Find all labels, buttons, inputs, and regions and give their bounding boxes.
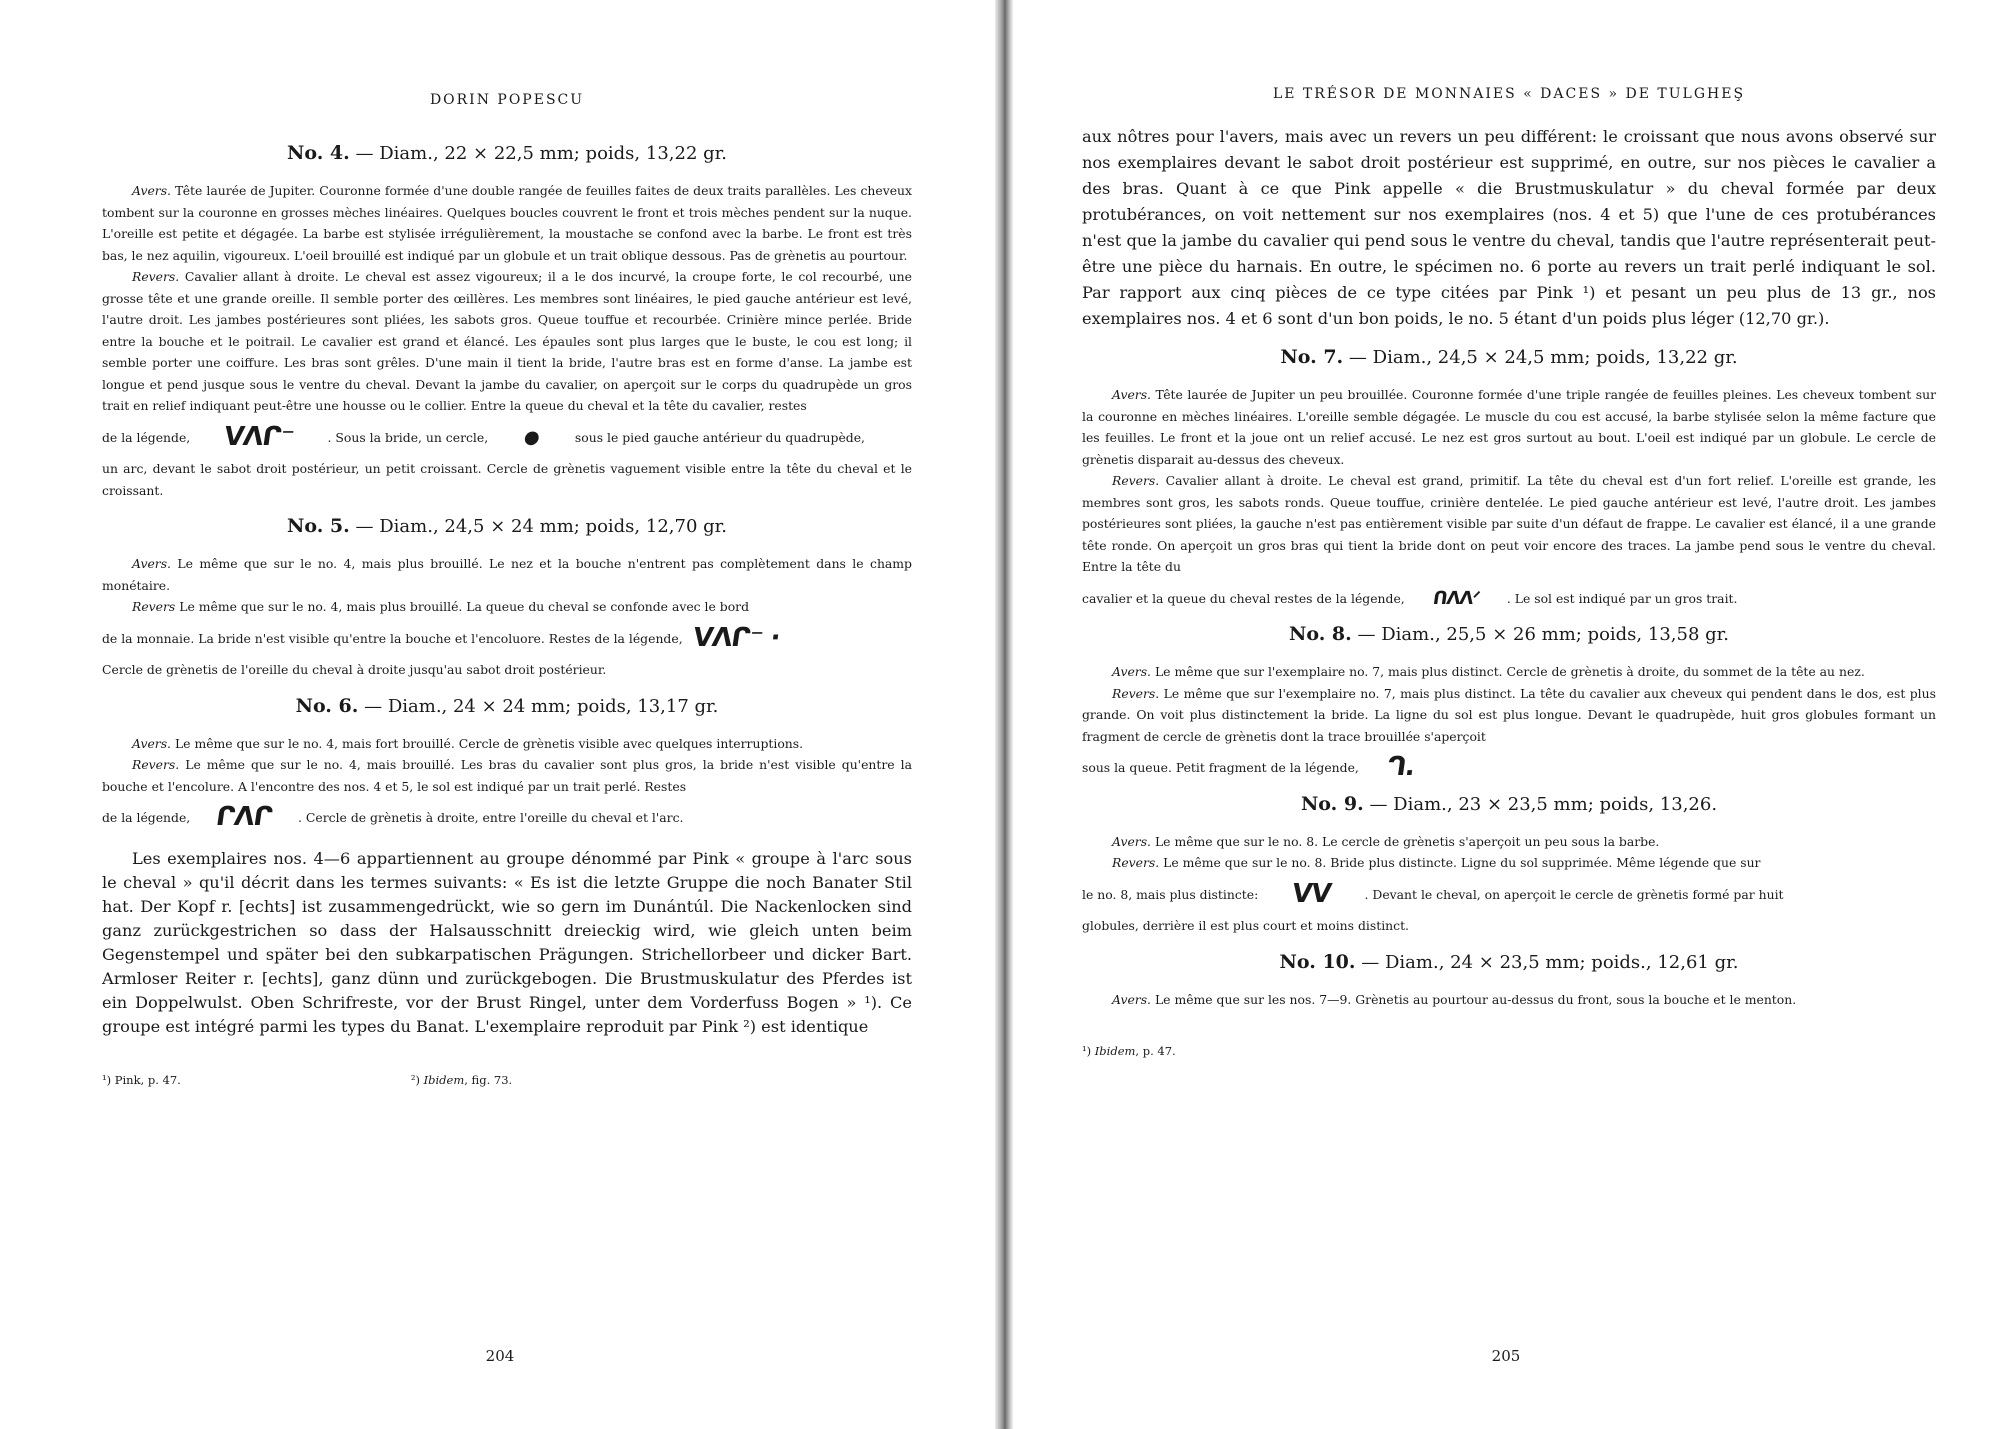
- entry-heading-no8: No. 8. — Diam., 25,5 × 26 mm; poids, 13,58 gr.: [1289, 623, 1729, 645]
- entry-heading-no10: No. 10. — Diam., 24 × 23,5 mm; poids., 12,61 gr.: [1279, 950, 1739, 973]
- no5-after: Cercle de grènetis de l'oreille du cheval à droite jusqu'au sabot droit postérieur.: [102, 662, 607, 677]
- no6-legend-line: de la légende, ᒋᐱᒋ . Cercle de grènetis à droite, entre l'oreille du cheval et l'arc.: [102, 802, 684, 832]
- no8-revers: Revers. Le même que sur l'exemplaire no. 7, mais plus distinct. La tête du cavalier aux cheveux qui pendent dans le dos, est plus grande. On voit plus distinctement la bride. La ligne du sol est plus longue. Devant le quadrupède, huit gros globules formant un fragment de cercle de grènetis dont la trace brouillée s'aperçoit: [1082, 685, 1936, 744]
- circle-glyph: ●: [522, 426, 541, 448]
- no7-legend-line: cavalier et la queue du cheval restes de la légende, ᑎᐱᐱᐟ . Le sol est indiqué par un gros trait.: [1082, 587, 1738, 609]
- legend-glyph: ᒉ.: [1384, 752, 1417, 782]
- no4-after: un arc, devant le sabot droit postérieur, un petit croissant. Cercle de grènetis vaguement visible entre la tête du cheval et le croissant.: [102, 461, 912, 498]
- body-paragraph: Les exemplaires nos. 4—6 appartiennent au groupe dénommé par Pink « groupe à l'arc sous le cheval » qu'il décrit dans les termes suivants: « Es ist die letzte Gruppe die noch Banater Stil hat. Der Kopf r. [echts] ist zusammengedrückt, wie so gern im Dunántúl. Die Nackenlocken sind ganz zurückgestrichen so dass der Halsausschnitt dreieckig wird, wie gleich unten beim Gegenstempel und später bei den subkarpatischen Prägungen. Strichellorbeer und dicker Bart. Armloser Reiter r. [echts], ganz dünn und zurückgebogen. Die Brustmuskulatur des Pferdes ist ein Doppelwulst. Oben Schrifreste, vor der Brust Ringel, unter dem Vorderfuss Bogen » ¹). Ce groupe est intégré parmi les types du Banat. L'exemplaire reproduit par Pink ²) est identique: [102, 848, 912, 1036]
- no5-avers: Avers. Le même que sur le no. 4, mais plus brouillé. Le nez et la bouche n'entrent pas complètement dans le champ monétaire.: [102, 556, 912, 593]
- no9-after: globules, derrière il est plus court et moins distinct.: [1082, 918, 1409, 933]
- entry-heading-no9: No. 9. — Diam., 23 × 23,5 mm; poids, 13,26.: [1300, 792, 1718, 815]
- footnote-2: ²) Ibidem, fig. 73.: [410, 1072, 513, 1087]
- running-header: DORIN POPESCU: [429, 92, 585, 108]
- entry-heading-no6: No. 6. — Diam., 24 × 24 mm; poids, 13,17 gr.: [295, 694, 719, 717]
- no8-avers: Avers. Le même que sur l'exemplaire no. 7, mais plus distinct. Cercle de grènetis à droite, du sommet de la tête au nez.: [1112, 664, 1865, 679]
- footnotes: [102, 1073, 912, 1087]
- no9-avers: Avers. Le même que sur le no. 8. Le cercle de grènetis s'aperçoit un peu sous la barbe.: [1112, 833, 1660, 849]
- body-paragraph: aux nôtres pour l'avers, mais avec un revers un peu différent: le croissant que nous avons observé sur nos exemplaires devant le sabot droit postérieur est supprimé, en outre, sur nos pièces le cavalier a des bras. Quant à ce que Pink appelle « die Brustmuskulatur » du cheval formée par deux protubérances, on voit nettement sur nos exemplaires (nos. 4 et 5) que l'une de ces protubérances n'est que la jambe du cavalier qui pend sous le ventre du cheval, tandis que l'autre représenterait peut-être une pièce du harnais. En outre, le spécimen no. 6 porte au revers un trait perlé indiquant le sol. Par rapport aux cinq pièces de ce type citées par Pink ¹) et pesant un peu plus de 13 gr., nos exemplaires nos. 4 et 6 sont d'un bon poids, le no. 5 étant d'un poids plus léger (12,70 gr.).: [1082, 127, 1936, 328]
- running-header: LE TRÉSOR DE MONNAIES « DACES » DE TULGHEŞ: [1272, 86, 1746, 102]
- no7-avers: Avers. Tête laurée de Jupiter un peu brouillée. Couronne formée d'une triple rangée de feuilles pleines. Les cheveux tombent sur la couronne en mèches linéaires. L'oreille semble dégagée. Le muscle du cou est accusé, la barbe stylisée selon la même facture que les feuilles. Le front et la joue ont un relief accusé. Le nez est gros surtout au bout. L'oeil est indiqué par un globule. Le cercle de grènetis disparait au-dessus des cheveux.: [1082, 387, 1936, 467]
- no5-legend-line: de la monnaie. La bride n'est visible qu'entre la bouche et l'encoluore. Restes de la légende, ᐯᐱᒋ⁻ ·: [102, 622, 782, 653]
- no4-revers: Revers. Cavalier allant à droite. Le cheval est assez vigoureux; il a le dos incurvé, la croupe forte, le col recourbé, une grosse tête et une grande oreille. Il semble porter des œillères. Les membres sont linéaires, le pied gauche antérieur est levé, l'autre droit. Les jambes postérieures sont pliées, les sabots gros. Queue touffue et recourbée. Crinière mince perlée. Bride entre la bouche et le poitrail. Le cavalier est grand et élancé. Les épaules sont plus larges que le buste, le cou est long; il semble porter une coiffure. Les bras sont grêles. D'une main il tient la bride, l'autre bras est en forme d'anse. La jambe est longue et pend jusque sous le ventre du cheval. Devant la jambe du cavalier, on aperçoit sur le corps du quadrupède un gros trait en relief indiquant peut-être une housse ou le collier. Entre la queue du cheval et la tête du cavalier, restes: [102, 269, 912, 413]
- footnotes: [1082, 1044, 1936, 1058]
- page-number: 205: [1491, 1347, 1521, 1365]
- no4-legend-line: de la légende, ᐯᐱᒋ⁻ . Sous la bride, un cercle, ● sous le pied gauche antérieur du quadrupède,: [102, 421, 865, 452]
- no9-revers: Revers. Le même que sur le no. 8. Bride plus distincte. Ligne du sol supprimée. Même légende que sur: [1112, 855, 1761, 870]
- entry-heading-no4: No. 4. — Diam., 22 × 22,5 mm; poids, 13,22 gr.: [287, 142, 727, 164]
- no6-revers: Revers. Le même que sur le no. 4, mais brouillé. Les bras du cavalier sont plus gros, la bride n'est visible qu'entre la bouche et l'encolure. A l'encontre des nos. 4 et 5, le sol est indiqué par un trait perlé. Restes: [102, 757, 912, 794]
- legend-glyph: ᑎᐱᐱᐟ: [1431, 587, 1481, 609]
- legend-glyph: ᐯᐱᒋ⁻ ·: [690, 622, 782, 653]
- entry-heading-no5: No. 5. — Diam., 24,5 × 24 mm; poids, 12,70 gr.: [287, 515, 727, 537]
- footnote-1: ¹) Pink, p. 47.: [102, 1072, 181, 1087]
- right-page: [1012, 0, 2000, 1429]
- legend-glyph: ᒋᐱᒋ: [214, 802, 275, 832]
- no7-revers: Revers. Cavalier allant à droite. Le cheval est grand, primitif. La tête du cheval est d'un fort relief. L'oreille est grande, les membres sont gros, les sabots ronds. Queue touffue, crinière dentelée. Le pied gauche antérieur est levé, l'autre droit. Les jambes postérieures sont pliées, la gauche n'est pas entièrement visible par suite d'un défaut de frappe. Le cavalier est élancé, il a une grande tête ronde. On aperçoit un gros bras qui tient la bride dont on peut voir encore des traces. La jambe pend sous le ventre du cheval. Entre la tête du: [1082, 473, 1936, 574]
- page-number: 204: [485, 1347, 515, 1365]
- legend-glyph: ᐯᐱᒋ⁻: [222, 421, 296, 452]
- legend-glyph: ᐯᐯ: [1290, 878, 1333, 909]
- no6-avers: Avers. Le même que sur le no. 4, mais fort brouillé. Cercle de grènetis visible avec quelques interruptions.: [132, 735, 804, 751]
- footnote-1: ¹) Ibidem, p. 47.: [1082, 1044, 1176, 1058]
- no4-avers: Avers. Tête laurée de Jupiter. Couronne formée d'une double rangée de feuilles faites de deux traits parallèles. Les cheveux tombent sur la couronne en grosses mèches linéaires. Quelques boucles couvrent le front et trois mèches pendent sur la nuque. L'oreille est petite et dégagée. La barbe est stylisée irrégulièrement, la moustache se confond avec la barbe. Le front est très bas, le nez aquilin, vigoureux. L'oeil brouillé est indiqué par un globule et un trait oblique dessous. Pas de grènetis au pourtour.: [102, 183, 912, 263]
- no10-avers: Avers. Le même que sur les nos. 7—9. Grènetis au pourtour au-dessus du front, sous la bouche et le menton.: [1112, 991, 1797, 1007]
- entry-heading-no7: No. 7. — Diam., 24,5 × 24,5 mm; poids, 13,22 gr.: [1280, 346, 1738, 368]
- no8-legend-line: sous la queue. Petit fragment de la légende, ᒉ.: [1082, 752, 1417, 782]
- no5-revers: Revers Le même que sur le no. 4, mais plus brouillé. La queue du cheval se confonde avec le bord: [132, 599, 750, 614]
- no9-legend-line: le no. 8, mais plus distincte: ᐯᐯ . Devant le cheval, on aperçoit le cercle de grènetis formé par huit: [1082, 878, 1784, 909]
